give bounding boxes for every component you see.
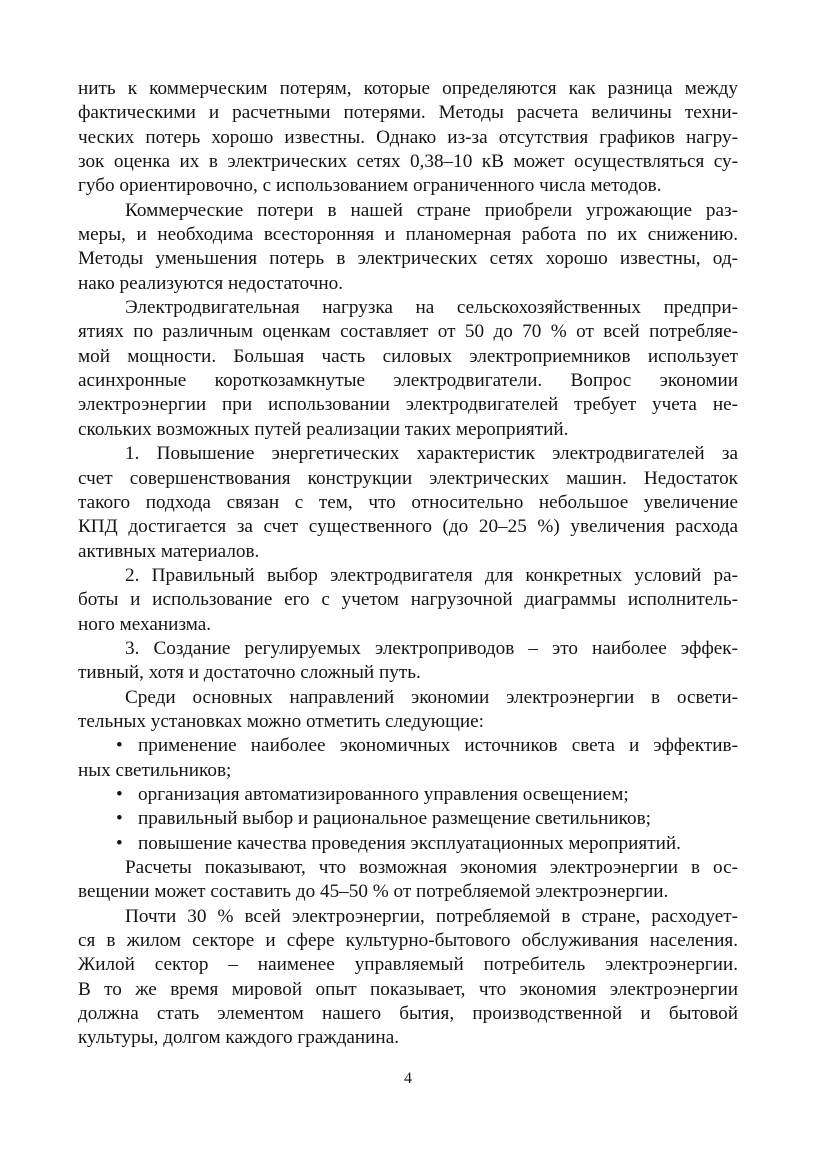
text-line: электроэнергии при использовании электродвигателей требует учета не- (78, 394, 738, 416)
text-line (78, 734, 738, 758)
list-item (78, 734, 738, 783)
text-line (78, 783, 738, 807)
text-line: губо ориентировочно, с использованием ограниченного числа методов. (78, 175, 662, 197)
text-line: тельных установках можно отметить следующие: (78, 710, 484, 732)
list-item-text: применение наиболее экономичных источников света и эффектив- (138, 735, 738, 757)
text-line: 3. Создание регулируемых электроприводов – это наиболее эффек- (125, 637, 738, 659)
text-line (78, 832, 738, 856)
bullet-icon: • (116, 808, 123, 830)
text-line: нако реализуются недостаточно. (78, 272, 344, 294)
text-line: Электродвигательная нагрузка на сельскохозяйственных предпри- (125, 297, 738, 319)
bullet-icon: • (116, 735, 123, 757)
text-line (78, 807, 738, 831)
text-line: фактическими и расчетными потерями. Методы расчета величины техни- (78, 102, 738, 124)
list-item-text: организация автоматизированного управления освещением; (138, 783, 629, 805)
paragraph (78, 856, 738, 905)
text-line: культуры, долгом каждого гражданина. (78, 1027, 400, 1049)
paragraph (78, 564, 738, 637)
text-line: меры, и необходима всесторонняя и планомерная работа по их снижению. (78, 224, 738, 246)
bullet-icon: • (116, 783, 123, 805)
text-line: Жилой сектор – наименее управляемый потребитель электроэнергии. (78, 954, 738, 976)
text-line: Методы уменьшения потерь в электрических сетях хорошо известны, од- (78, 248, 738, 270)
text-line: счет совершенствования конструкции электрических машин. Недостаток (78, 467, 738, 489)
list-item (78, 783, 738, 807)
text-line: Почти 30 % всей электроэнергии, потребляемой в стране, расходует- (125, 905, 738, 927)
text-line: вещении может составить до 45–50 % от потребляемой электроэнергии. (78, 881, 669, 903)
paragraph (78, 905, 738, 1051)
text-line: Среди основных направлений экономии электроэнергии в освети- (125, 686, 738, 708)
paragraph (78, 296, 738, 442)
paragraph (78, 77, 738, 199)
paragraph (78, 199, 738, 296)
bullet-icon: • (116, 832, 123, 854)
bullet-list (78, 734, 738, 856)
text-line: нить к коммерческим потерям, которые определяются как разница между (78, 78, 738, 99)
text-line: асинхронные короткозамкнутые электродвигатели. Вопрос экономии (78, 370, 738, 392)
page-number: 4 (404, 1070, 412, 1087)
text-line: Коммерческие потери в нашей стране приобрели угрожающие раз- (125, 199, 738, 221)
paragraph (78, 637, 738, 686)
text-line: 2. Правильный выбор электродвигателя для конкретных условий ра- (125, 564, 738, 586)
text-line: Расчеты показывают, что возможная экономия электроэнергии в ос- (125, 857, 738, 878)
body-text (78, 77, 738, 1051)
paragraph (78, 686, 738, 735)
text-line: ческих потерь хорошо известны. Однако из-за отсутствия графиков нагру- (78, 126, 738, 148)
list-item-text: повышение качества проведения эксплуатационных мероприятий. (138, 832, 681, 854)
text-line: активных материалов. (78, 540, 260, 562)
text-line: зок оценка их в электрических сетях 0,38–10 кВ может осуществляться су- (78, 151, 738, 173)
text-line: 1. Повышение энергетических характеристик электродвигателей за (125, 443, 738, 465)
list-item (78, 832, 738, 856)
text-line: ных светильников; (78, 759, 232, 781)
paragraph (78, 442, 738, 564)
text-line: ся в жилом секторе и сфере культурно-бытового обслуживания населения. (78, 930, 738, 952)
text-line: КПД достигается за счет существенного (до 20–25 %) увеличения расхода (78, 516, 738, 538)
text-line: тивный, хотя и достаточно сложный путь. (78, 662, 421, 684)
text-line: мой мощности. Большая часть силовых электроприемников использует (78, 345, 738, 367)
text-line: ного механизма. (78, 613, 212, 635)
text-line: должна стать элементом нашего бытия, производственной и бытовой (78, 1003, 738, 1025)
text-line: боты и использование его с учетом нагрузочной диаграммы исполнитель- (78, 589, 738, 611)
text-line: ятиях по различным оценкам составляет от 50 до 70 % от всей потребляе- (78, 321, 738, 343)
list-item (78, 807, 738, 831)
text-line: скольких возможных путей реализации таких мероприятий. (78, 418, 569, 440)
list-item-text: правильный выбор и рациональное размещение светильников; (138, 808, 651, 830)
text-line: такого подхода связан с тем, что относительно небольшое увеличение (78, 491, 738, 513)
text-line: В то же время мировой опыт показывает, что экономия электроэнергии (78, 978, 738, 1000)
